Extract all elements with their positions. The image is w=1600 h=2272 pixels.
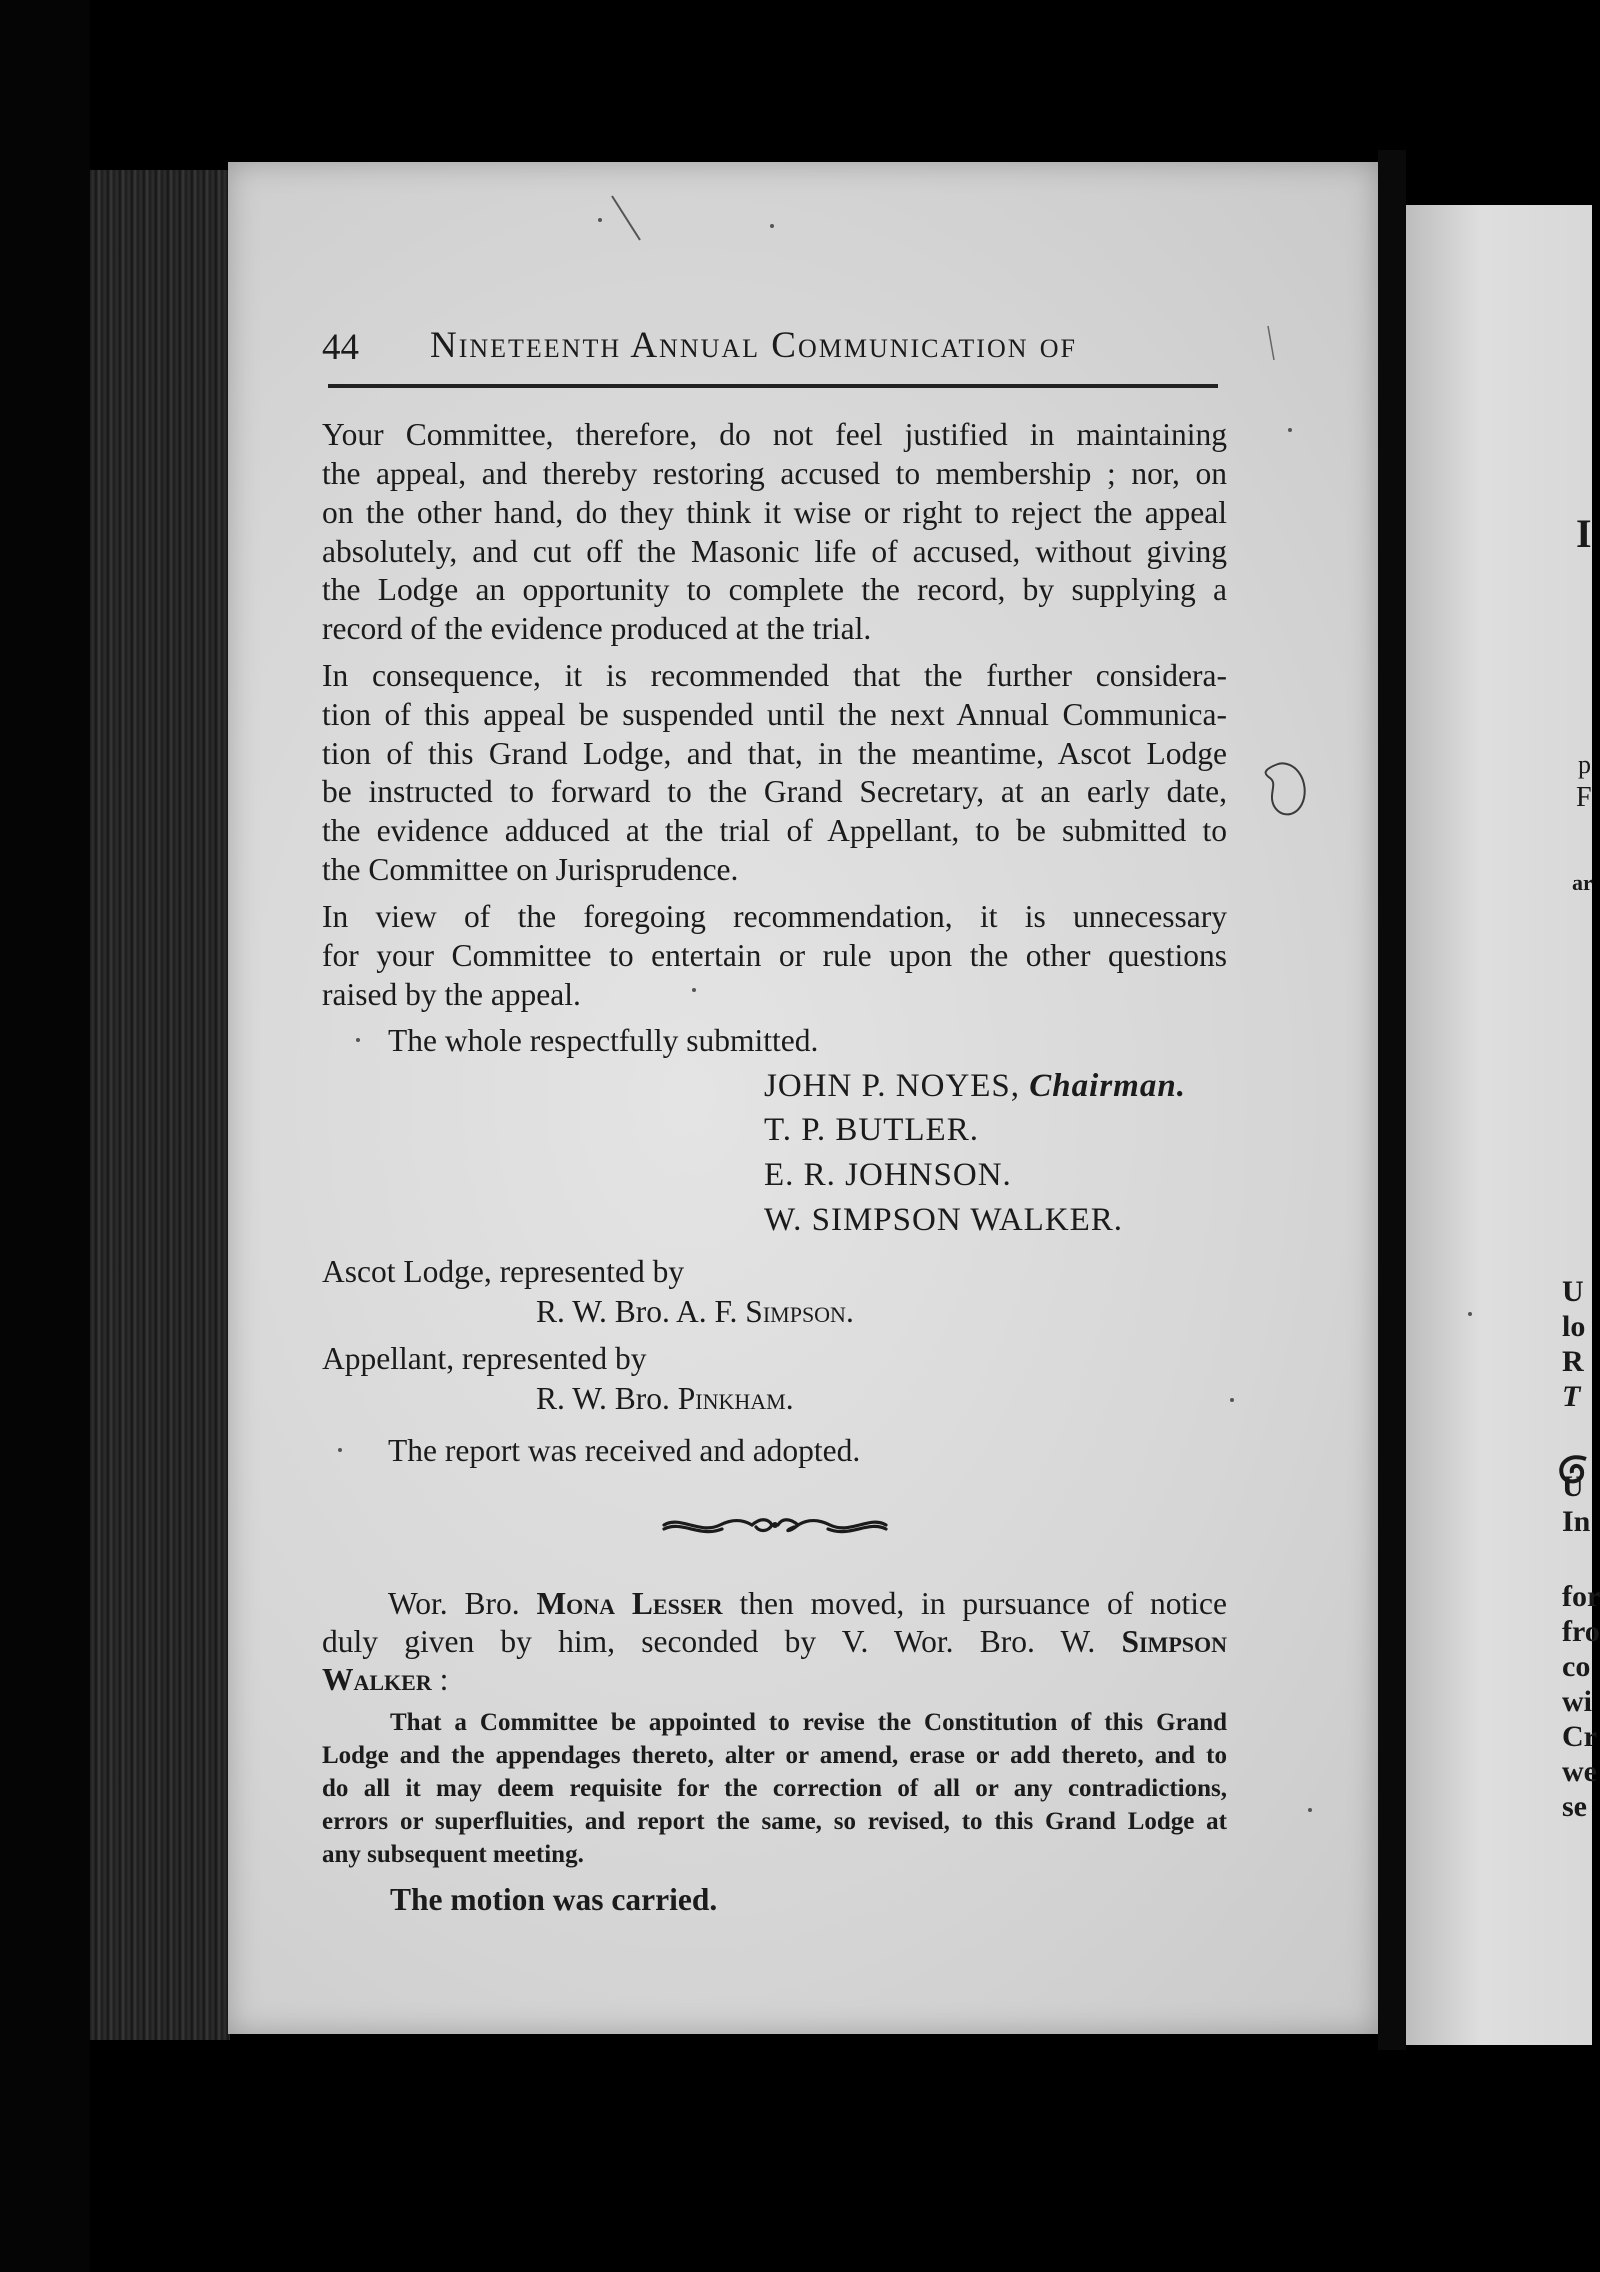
paragraph-line: record of the evidence produced at the trial.	[322, 611, 872, 646]
signature: T. P. BUTLER.	[764, 1112, 979, 1148]
right-page-char: I	[1576, 511, 1592, 556]
representative-name: Simpson.	[745, 1294, 854, 1329]
representative-prefix: R. W. Bro. A. F.	[536, 1294, 738, 1329]
paragraph-line: the appeal, and thereby restoring accused to membership ; nor, on	[322, 456, 1227, 491]
signature-chairman	[764, 1068, 1186, 1105]
right-page-char: we	[1562, 1755, 1597, 1788]
motion-text: Wor. Bro.	[388, 1586, 520, 1621]
right-page-char: F	[1576, 782, 1592, 813]
representative-prefix: R. W. Bro.	[536, 1381, 670, 1416]
paragraph-line: absolutely, and cut off the Masonic life of accused, without giving	[322, 534, 1227, 569]
right-page-char: fro	[1562, 1615, 1600, 1648]
report-adopted-line: The report was received and adopted.	[388, 1433, 861, 1468]
motion-line	[322, 1623, 1227, 1662]
book-gutter	[1378, 150, 1406, 2050]
motion-text: :	[431, 1662, 449, 1697]
paragraph-line: be instructed to forward to the Grand Secretary, at an early date,	[322, 774, 1227, 809]
paragraph-line: tion of this appeal be suspended until the next Annual Communica-	[322, 697, 1227, 732]
paragraph-line: tion of this Grand Lodge, and that, in the meantime, Ascot Lodge	[322, 736, 1227, 771]
right-page-char: T	[1562, 1380, 1581, 1413]
running-head: Nineteenth Annual Communication of	[430, 325, 1078, 366]
resolution-line: any subsequent meeting.	[322, 1841, 584, 1868]
right-page-char: wi	[1562, 1685, 1592, 1718]
right-page-char: In	[1562, 1505, 1591, 1538]
paragraph-line: the Committee on Jurisprudence.	[322, 852, 739, 887]
paragraph-line: the Lodge an opportunity to complete the record, by supplying a	[322, 572, 1227, 607]
seconder-name: Walker	[322, 1662, 432, 1697]
submission-line: The whole respectfully submitted.	[388, 1023, 819, 1058]
page-number: 44	[322, 327, 359, 368]
right-page-char: for	[1562, 1580, 1600, 1613]
ascot-representation-label: Ascot Lodge, represented by	[322, 1254, 685, 1289]
handwritten-margin-mark-icon	[1258, 758, 1314, 822]
appellant-representative	[536, 1380, 794, 1419]
paragraph-line: for your Committee to entertain or rule upon the other questions	[322, 938, 1227, 973]
right-page-char: se	[1562, 1790, 1587, 1823]
right-page-char: p	[1578, 750, 1591, 779]
resolution-line: That a Committee be appointed to revise the Constitution of this Grand	[390, 1709, 1227, 1736]
right-page-char: U	[1562, 1275, 1584, 1308]
right-page-char: lo	[1562, 1310, 1586, 1343]
resolution-line: Lodge and the appendages thereto, alter or amend, erase or add thereto, and to	[322, 1742, 1227, 1769]
right-page-char: R	[1562, 1345, 1584, 1378]
motion-text: then moved, in pursuance of notice	[739, 1586, 1228, 1621]
paragraph-line: Your Committee, therefore, do not feel justified in maintaining	[322, 417, 1227, 452]
ascot-representative	[536, 1293, 854, 1332]
representative-name: Pinkham.	[677, 1381, 794, 1416]
ornament-divider-icon	[660, 1510, 890, 1540]
appellant-representation-label: Appellant, represented by	[322, 1341, 647, 1376]
paragraph-line: on the other hand, do they think it wise or right to reject the appeal	[322, 495, 1227, 530]
paragraph-line: In consequence, it is recommended that the further considera-	[322, 658, 1227, 693]
right-page-fragment	[1406, 205, 1600, 2045]
paragraph-line: In view of the foregoing recommendation, it is unnecessary	[322, 899, 1227, 934]
resolution-line: do all it may deem requisite for the correction of all or any contradictions,	[322, 1775, 1227, 1802]
motion-carried-line: The motion was carried.	[390, 1882, 718, 1917]
mover-name: Mona Lesser	[536, 1586, 723, 1621]
right-page-char: co	[1562, 1650, 1591, 1683]
paragraph-line: raised by the appeal.	[322, 977, 581, 1012]
ornament-fragment-icon	[1556, 1453, 1592, 1487]
seconder-name: Simpson	[1121, 1624, 1227, 1659]
motion-text: duly given by him, seconded by V. Wor. Bro. W.	[322, 1624, 1096, 1659]
signature-title: Chairman.	[1029, 1068, 1186, 1104]
right-page-char: ar	[1572, 870, 1593, 895]
right-page-char: Cr	[1562, 1720, 1597, 1753]
book-page-edges	[90, 170, 230, 2040]
paragraph-line: the evidence adduced at the trial of Appellant, to be submitted to	[322, 813, 1227, 848]
resolution-line: errors or superfluities, and report the same, so revised, to this Grand Lodge at	[322, 1808, 1227, 1835]
motion-line	[322, 1661, 1227, 1700]
signature-name: JOHN P. NOYES,	[764, 1068, 1021, 1104]
dark-background	[0, 0, 90, 2272]
header-rule	[328, 384, 1218, 388]
right-page-char: U	[1562, 1470, 1584, 1503]
signature: E. R. JOHNSON.	[764, 1157, 1012, 1193]
signature: W. SIMPSON WALKER.	[764, 1202, 1124, 1238]
motion-line	[322, 1585, 1227, 1624]
